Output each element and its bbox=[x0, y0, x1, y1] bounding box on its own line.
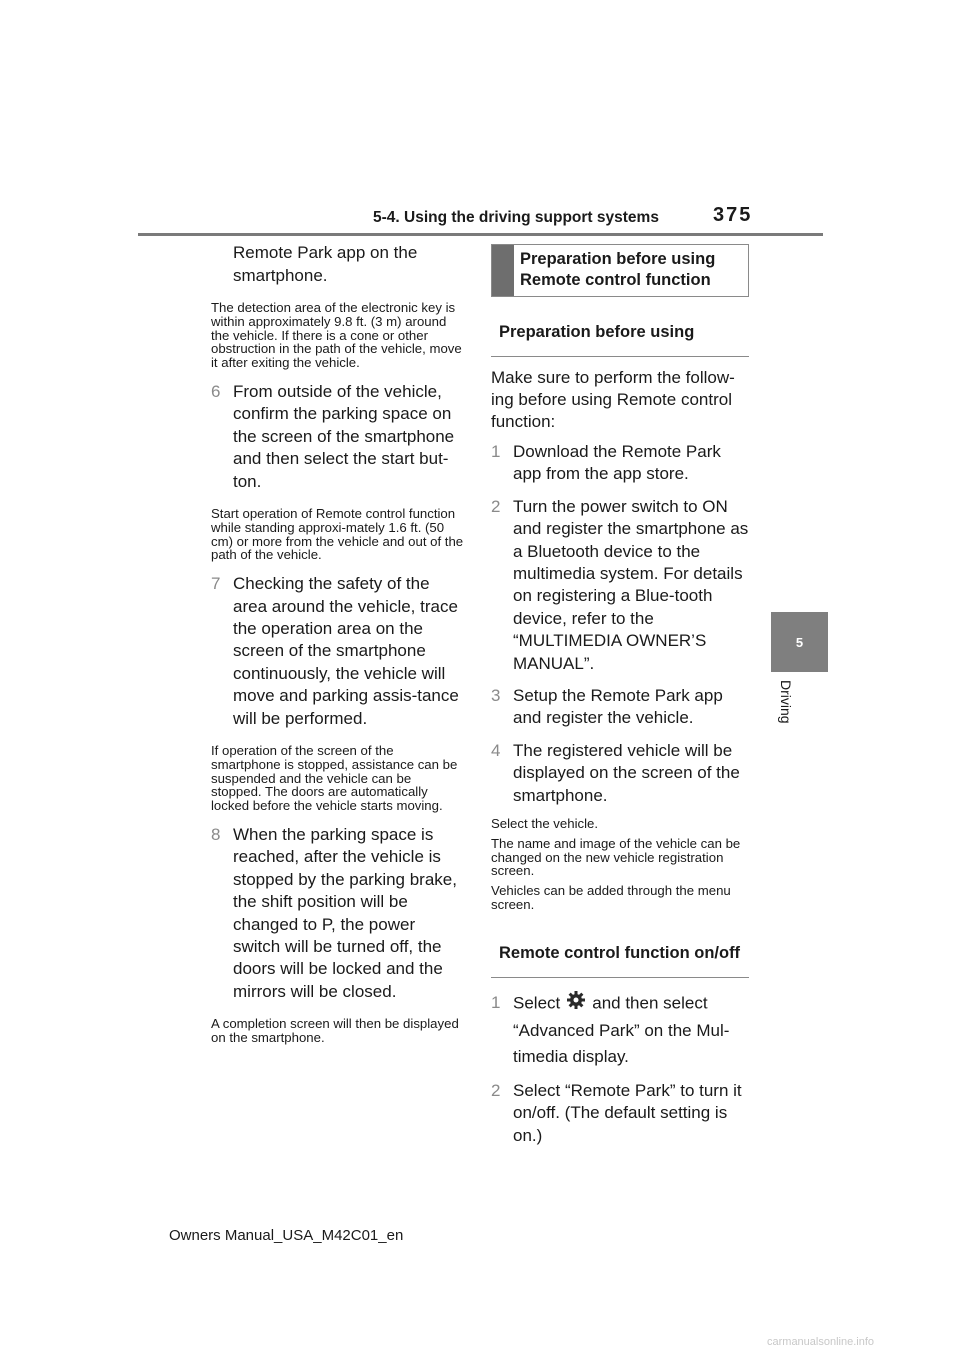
step-text: From outside of the vehicle, confirm the parking space on the screen of the smartphone and then select the start but-ton. bbox=[233, 381, 455, 491]
step-8 bbox=[211, 824, 464, 1003]
step-number: 1 bbox=[491, 442, 501, 461]
step-text-post: and then select “Advanced Park” on the Mul-timedia display. bbox=[513, 993, 730, 1066]
page-number: 375 bbox=[713, 204, 753, 226]
step-6 bbox=[211, 381, 464, 493]
left-column bbox=[211, 241, 464, 1056]
step-text: Turn the power switch to ON and register the smartphone as a Bluetooth device to the multimedia system. For details on registering a Blue-tooth device, refer to the “MULTIMEDIA OWNER’S MANUAL”. bbox=[513, 496, 749, 673]
right-column bbox=[491, 244, 751, 1157]
note-add-vehicles: Vehicles can be added through the menu screen. bbox=[491, 883, 731, 913]
chapter-label: Driving bbox=[778, 680, 794, 724]
step-number: 6 bbox=[211, 381, 221, 401]
header-divider bbox=[138, 233, 823, 236]
step-number: 4 bbox=[491, 740, 501, 760]
note-detection-area: The detection area of the electronic key is within approximately 9.8 ft. (3 m) around the vehicle. If there is a cone or other obstruction in the path of the vehicle, move it after exiting the vehicle. bbox=[211, 300, 462, 371]
subheading-onoff: Remote control function on/off bbox=[491, 934, 749, 978]
heading-bar bbox=[492, 245, 514, 296]
step-text: Checking the safety of the area around the vehicle, trace the operation area on the screen of the smartphone continuously, the vehicle will move and parking assis-tance will be performed. bbox=[233, 574, 459, 728]
step-text-pre: Select bbox=[513, 993, 561, 1013]
footer-text: Owners Manual_USA_M42C01_en bbox=[169, 1227, 404, 1244]
prep-step-2 bbox=[491, 496, 751, 675]
chapter-number: 5 bbox=[795, 634, 804, 650]
step-number: 2 bbox=[491, 496, 501, 516]
step-text: Setup the Remote Park app and register the vehicle. bbox=[513, 686, 723, 728]
note-select-vehicle: Select the vehicle. bbox=[491, 816, 599, 832]
step-text: When the parking space is reached, after the vehicle is stopped by the parking brake, the shift position will be changed to P, the power switch will be turned off, the doors will be locked and the mirrors will be closed. bbox=[233, 825, 457, 1001]
step-text: The registered vehicle will be displayed on the screen of the smartphone. bbox=[513, 740, 740, 805]
step-number: 7 bbox=[211, 574, 221, 594]
section-heading: Preparation before using Remote control function bbox=[520, 250, 716, 289]
step-text: Download the Remote Park app from the app store. bbox=[513, 442, 721, 484]
step-text: Select “Remote Park” to turn it on/off. (The default setting is on.) bbox=[513, 1080, 742, 1145]
step-7 bbox=[211, 573, 464, 730]
onoff-step-2 bbox=[491, 1080, 751, 1147]
onoff-step-1 bbox=[491, 990, 751, 1070]
step-number: 1 bbox=[491, 992, 501, 1012]
prep-step-3 bbox=[491, 685, 751, 730]
step-text bbox=[513, 990, 751, 1070]
prep-step-1 bbox=[491, 441, 751, 486]
note-completion-screen: A completion screen will then be displayed on the smartphone. bbox=[211, 1016, 459, 1046]
subheading-preparation: Preparation before using bbox=[491, 315, 749, 357]
step-number: 8 bbox=[211, 825, 221, 845]
section-title: 5-4. Using the driving support systems bbox=[373, 209, 659, 226]
section-heading-box bbox=[491, 244, 749, 297]
note-name-image: The name and image of the vehicle can be changed on the new vehicle registration screen. bbox=[491, 835, 741, 879]
note-start-operation: Start operation of Remote control function while standing approxi-mately 1.6 ft. (50 cm) or more from the vehicle and out of the path of the vehicle. bbox=[211, 506, 464, 563]
gear-icon bbox=[566, 990, 586, 1018]
note-operation-stopped: If operation of the screen of the smartphone is stopped, assistance can be suspended and the vehicle can be stopped. The doors are automatically locked before the vehicle starts moving. bbox=[211, 743, 458, 814]
watermark: carmanualsonline.info bbox=[767, 1336, 875, 1348]
prep-step-4 bbox=[491, 740, 751, 807]
chapter-tab[interactable] bbox=[771, 612, 828, 672]
step-number: 2 bbox=[491, 1080, 501, 1100]
step-number: 3 bbox=[491, 686, 501, 706]
intro-paragraph: Make sure to perform the follow-ing before using Remote control function: bbox=[491, 368, 735, 431]
continued-step-text: Remote Park app on the smartphone. bbox=[233, 243, 418, 285]
